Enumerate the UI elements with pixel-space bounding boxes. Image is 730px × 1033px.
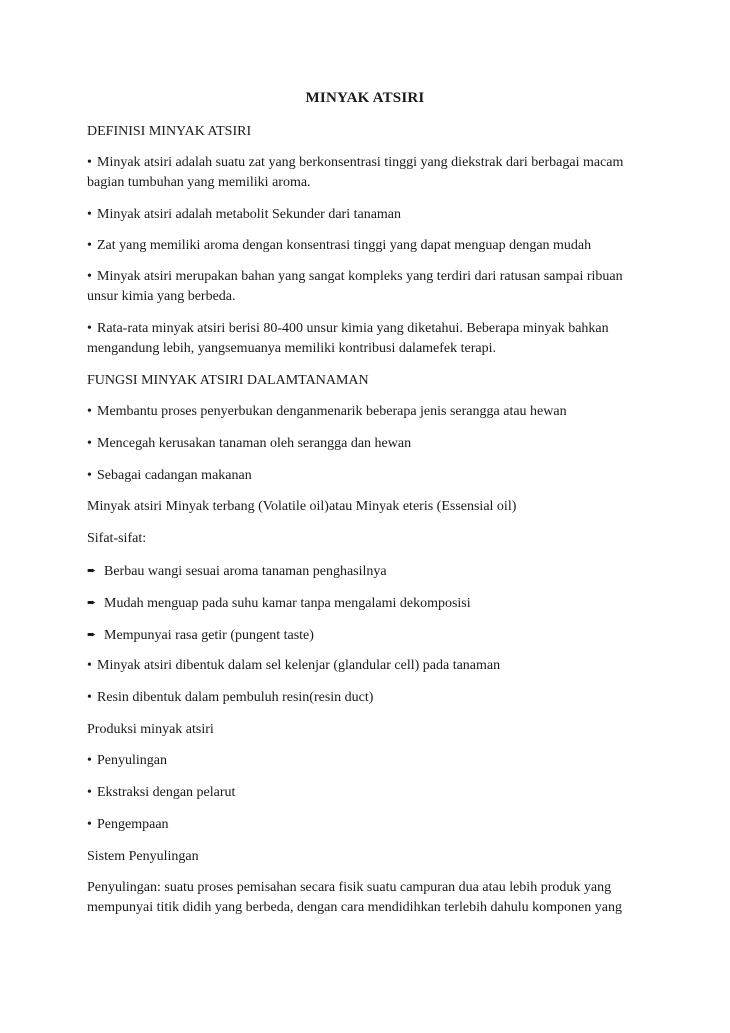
sifat-bullet-item	[87, 688, 647, 708]
document-title: MINYAK ATSIRI	[305, 90, 425, 106]
produksi-text: Penyulingan	[97, 753, 167, 768]
definisi-text: Minyak atsiri merupakan bahan yang sangat kompleks yang terdiri dari ratusan sampai ribuan unsur kimia yang berbeda.	[87, 269, 623, 304]
sifat-text: Mempunyai rasa getir (pungent taste)	[104, 628, 314, 643]
bullet-icon: •	[87, 468, 92, 483]
sifat-text: Mudah menguap pada suhu kamar tanpa mengalami dekomposisi	[104, 596, 471, 611]
definisi-item	[87, 319, 647, 359]
fungsi-item	[87, 466, 647, 486]
bullet-icon: •	[87, 436, 92, 451]
sifat-text: Berbau wangi sesuai aroma tanaman penghasilnya	[104, 564, 387, 579]
fungsi-text: Mencegah kerusakan tanaman oleh serangga dan hewan	[97, 436, 412, 451]
bullet-icon: •	[87, 238, 92, 253]
arrow-icon: ➨	[87, 629, 97, 641]
sifat-bullet-item	[87, 656, 647, 676]
sistem-label: Sistem Penyulingan	[87, 849, 199, 864]
fungsi-item	[87, 434, 647, 454]
sifat-text: Minyak atsiri dibentuk dalam sel kelenjar (glandular cell) pada tanaman	[97, 658, 501, 673]
sifat-label: Sifat-sifat:	[87, 531, 147, 546]
sifat-text: Resin dibentuk dalam pembuluh resin(resin duct)	[97, 690, 374, 705]
bullet-icon: •	[87, 753, 92, 768]
sifat-arrow-item	[87, 593, 647, 614]
heading-fungsi: FUNGSI MINYAK ATSIRI DALAMTANAMAN	[87, 373, 369, 388]
fungsi-text: Sebagai cadangan makanan	[97, 468, 252, 483]
definisi-text: Zat yang memiliki aroma dengan konsentrasi tinggi yang dapat menguap dengan mudah	[97, 238, 592, 253]
definisi-item	[87, 153, 647, 193]
fungsi-item	[87, 402, 647, 422]
produksi-text: Pengempaan	[97, 817, 169, 832]
sifat-arrow-item	[87, 625, 647, 646]
produksi-text: Ekstraksi dengan pelarut	[97, 785, 236, 800]
bullet-icon: •	[87, 269, 92, 284]
arrow-icon: ➨	[87, 565, 97, 577]
produksi-label: Produksi minyak atsiri	[87, 722, 214, 737]
bullet-icon: •	[87, 817, 92, 832]
arrow-icon: ➨	[87, 597, 97, 609]
bullet-icon: •	[87, 321, 92, 336]
definisi-item	[87, 236, 647, 256]
definisi-text: Minyak atsiri adalah suatu zat yang berkonsentrasi tinggi yang diekstrak dari berbagai macam bagian tumbuhan yang memiliki aroma.	[87, 155, 624, 190]
bullet-icon: •	[87, 690, 92, 705]
bullet-icon: •	[87, 155, 92, 170]
sifat-arrow-item	[87, 561, 647, 582]
bullet-icon: •	[87, 785, 92, 800]
definisi-item	[87, 267, 647, 307]
produksi-item	[87, 815, 647, 835]
definisi-text: Minyak atsiri adalah metabolit Sekunder dari tanaman	[97, 207, 402, 222]
volatile-line: Minyak atsiri Minyak terbang (Volatile oil)atau Minyak eteris (Essensial oil)	[87, 499, 517, 514]
bullet-icon: •	[87, 658, 92, 673]
penyulingan-paragraph: Penyulingan: suatu proses pemisahan secara fisik suatu campuran dua atau lebih produk yang mempunyai titik didih yang berbeda, dengan cara mendidihkan terlebih dahulu komponen yang	[87, 880, 622, 915]
definisi-item	[87, 205, 647, 225]
fungsi-text: Membantu proses penyerbukan denganmenarik beberapa jenis serangga atau hewan	[97, 404, 567, 419]
bullet-icon: •	[87, 207, 92, 222]
definisi-text: Rata-rata minyak atsiri berisi 80-400 unsur kimia yang diketahui. Beberapa minyak bahkan mengandung lebih, yangsemuanya memiliki kontribusi dalamefek terapi.	[87, 321, 609, 356]
produksi-item	[87, 783, 647, 803]
bullet-icon: •	[87, 404, 92, 419]
heading-definisi: DEFINISI MINYAK ATSIRI	[87, 124, 252, 139]
produksi-item	[87, 751, 647, 771]
